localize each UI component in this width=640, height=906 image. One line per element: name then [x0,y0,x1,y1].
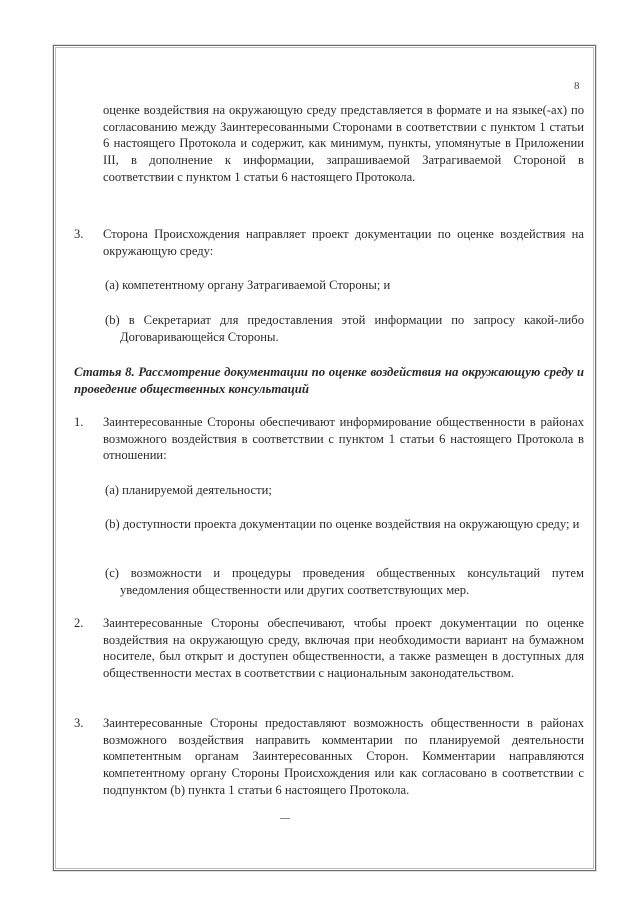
item-number: 2. [74,616,84,630]
item-number: 3. [74,716,84,730]
item-text: Заинтересованные Стороны предоставляют возможность общественности в районах возможного воздействия направить комментарии по планируемой деятельности компетентным органам Заинтересованных Сторон. Комментарии направляются компетентному органу Стороны Происхождения или как согласовано в соответствии с подпунктом (b) пункта 1 статьи 6 настоящего Протокола. [103,716,584,797]
item-text: Заинтересованные Стороны обеспечивают информирование общественности в районах возможного воздействия в соответствии с пунктом 1 статьи 6 настоящего Протокола в отношении: [103,415,584,463]
paragraph-text: оценке воздействия на окружающую среду представляется в формате и на языке(-ах) по согласованию между Заинтересованными Сторонами в соответствии с пунктом 1 статьи 6 настоящего Протокола и содержит, как минимум, пункты, упомянутые в Приложении III, в дополнение к информации, запрашиваемой Затрагиваемой Стороной в соответствии с пунктом 1 статьи 6 настоящего Протокола. [103,103,584,184]
item-text: Сторона Происхождения направляет проект документации по оценке воздействия на окружающую среду: [103,227,584,258]
sub-item-text: (b) в Секретариат для предоставления этой информации по запросу какой-либо Договаривающейся Стороны. [105,313,584,344]
item-number: 3. [74,227,84,241]
article-heading [74,364,584,397]
sub-item-text: (а) компетентному органу Затрагиваемой Стороны; и [105,278,391,292]
item-number: 1. [74,415,84,429]
item-text: Заинтересованные Стороны обеспечивают, чтобы проект документации по оценке воздействия на окружающую среду, включая при необходимости вариант на бумажном носителе, был открыт и доступен общественности, а также размещен в доступных для общественности местах в соответствии с национальным законодательством. [103,616,584,681]
footer-dash [280,818,290,819]
sub-item-text: (a) планируемой деятельности; [105,483,272,497]
sub-item-text: (b) доступности проекта документации по оценке воздействия на окружающую среду; и [105,517,580,531]
page-number: 8 [574,80,580,92]
article-heading-text: Статья 8. Рассмотрение документации по оценке воздействия на окружающую среду и проведение общественных консультаций [74,365,584,396]
sub-item-text: (c) возможности и процедуры проведения общественных консультаций путем уведомления общественности или других соответствующих мер. [105,566,584,597]
